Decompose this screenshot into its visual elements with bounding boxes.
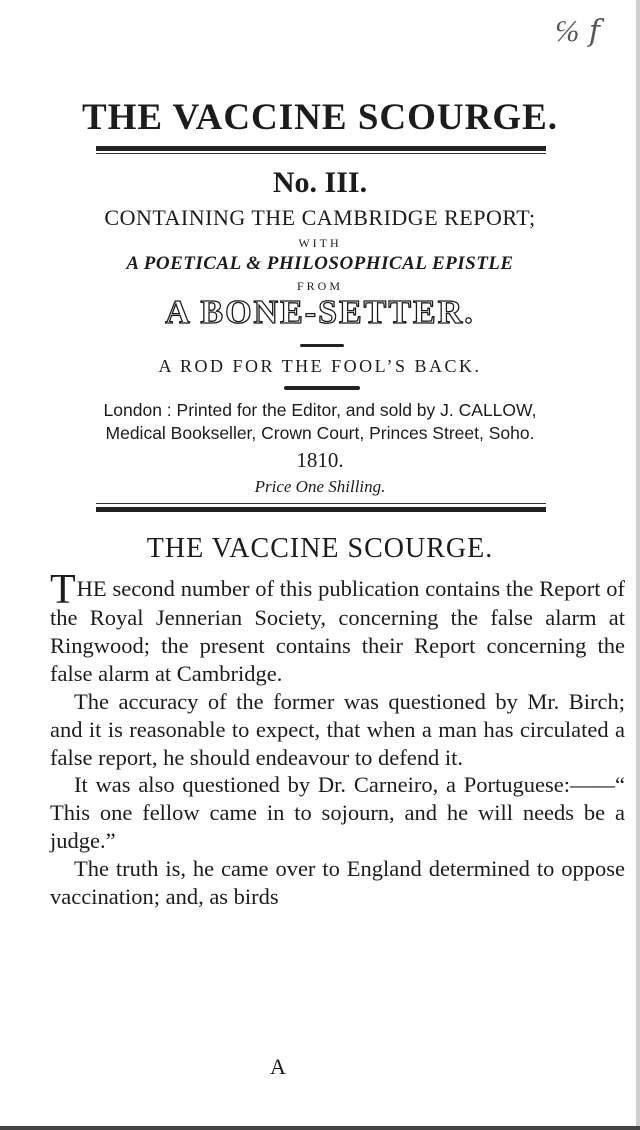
title-rule-thin	[96, 153, 546, 154]
handwritten-corner-mark: ℅ f	[554, 14, 600, 49]
subtitle-with: WITH	[298, 236, 342, 250]
ornament-divider	[284, 386, 360, 390]
section-heading: THE VACCINE SCOURGE.	[146, 533, 494, 564]
subtitle-from: FROM	[296, 279, 343, 293]
paragraph-text: HE second number of this publication contains the Report of the Royal Jennerian Society, concerning the false alarm at Ringwood; the present contains their Report concerning the false alarm at Cambridge.	[50, 576, 625, 686]
ornament-divider	[300, 344, 344, 347]
author-bone-setter: A BONE-SETTER.	[165, 294, 475, 331]
signature-mark: A	[270, 1054, 286, 1079]
publication-year: 1810.	[296, 448, 344, 472]
issue-number: No. III.	[272, 166, 368, 199]
body-text	[50, 567, 625, 911]
page-bottom-edge	[0, 1126, 640, 1130]
page-title: THE VACCINE SCOURGE.	[81, 97, 559, 138]
subtitle-containing: CONTAINING THE CAMBRIDGE REPORT;	[104, 205, 536, 230]
drop-cap: T	[50, 567, 76, 613]
imprint-line: Medical Bookseller, Crown Court, Princes Street, Soho.	[105, 423, 535, 443]
section-rule-thin	[96, 503, 546, 504]
motto: A ROD FOR THE FOOL’S BACK.	[158, 356, 482, 376]
paragraph	[50, 567, 625, 688]
section-rule-thick	[96, 507, 546, 512]
price: Price One Shilling.	[254, 477, 386, 496]
paragraph: It was also questioned by Dr. Carneiro, a Portuguese:——“ This one fellow came in to sojourn, and he will needs be a judge.”	[50, 772, 625, 854]
imprint-line: London : Printed for the Editor, and sold by J. CALLOW,	[103, 400, 537, 420]
paragraph: The accuracy of the former was questioned by Mr. Birch; and it is reasonable to expect, that when a man has circulated a false report, he should endeavour to defend it.	[50, 688, 625, 770]
paragraph: The truth is, he came over to England determined to oppose vaccination; and, as birds	[50, 856, 625, 910]
subtitle-epistle: A POETICAL & PHILOSOPHICAL EPISTLE	[126, 253, 514, 274]
title-rule-thick	[96, 146, 546, 151]
